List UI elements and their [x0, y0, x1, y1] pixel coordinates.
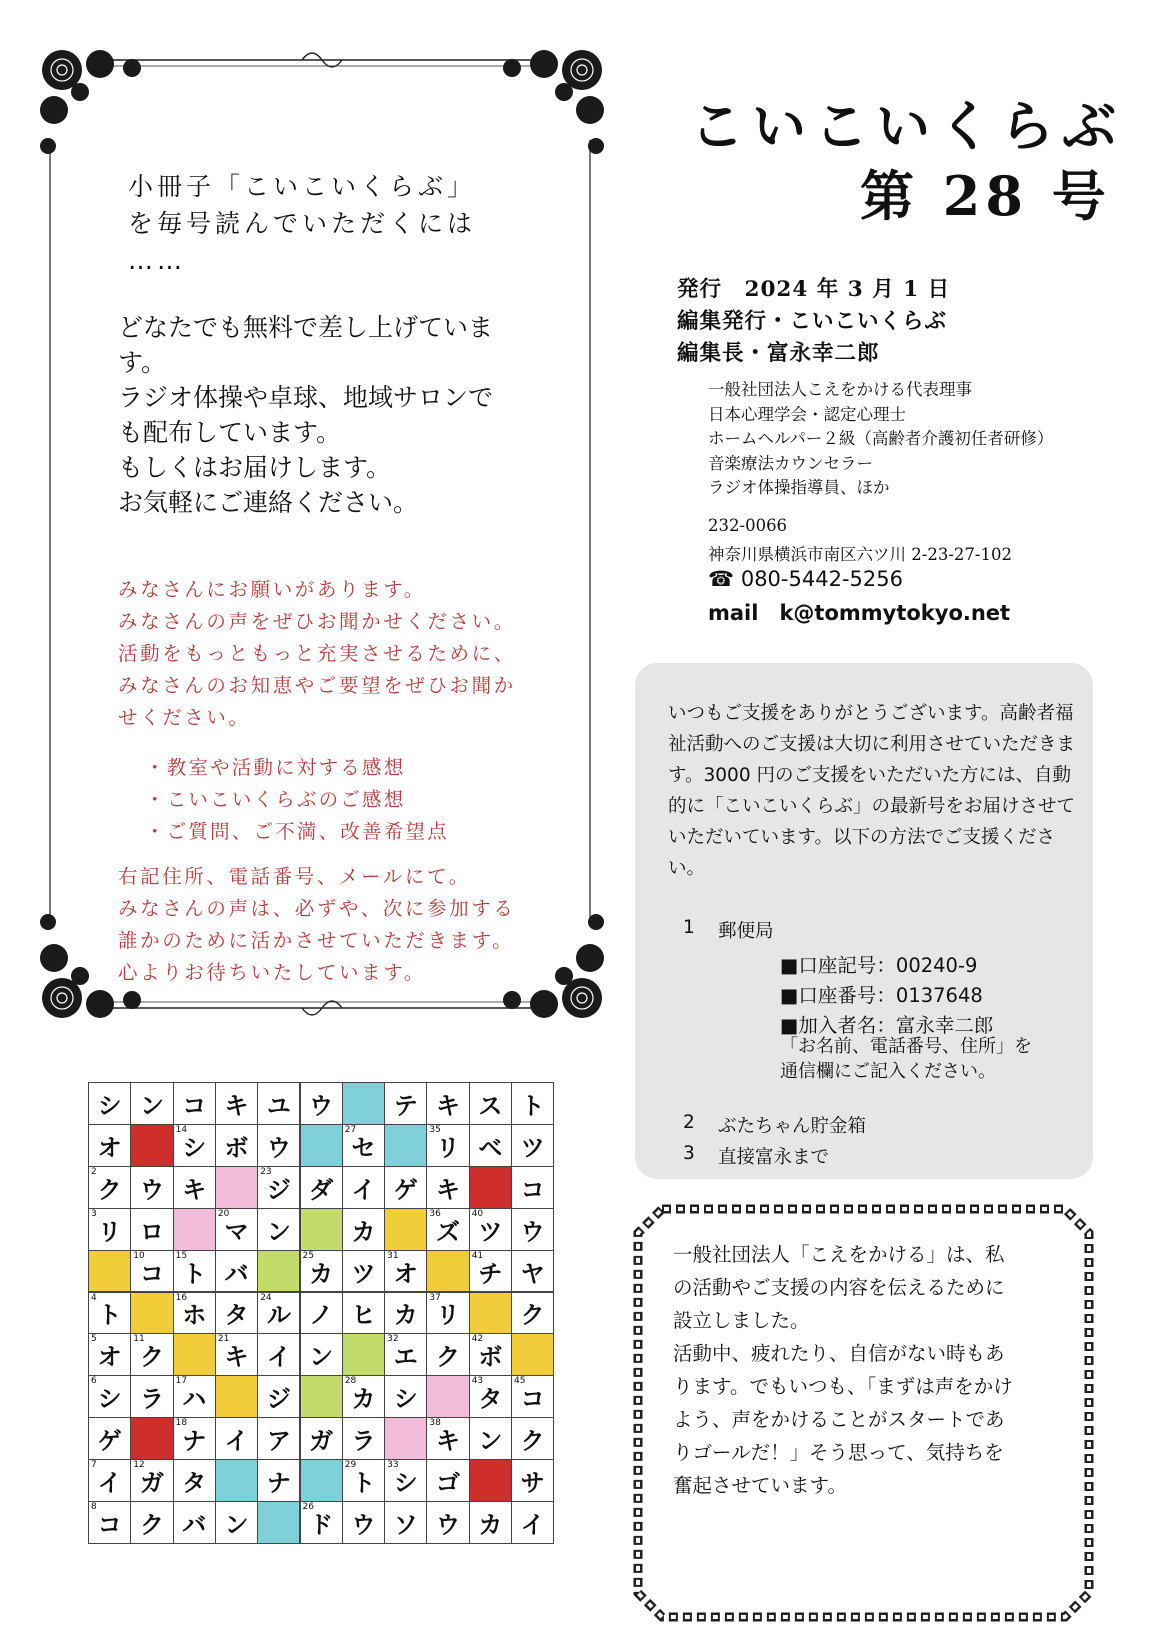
clue-number: 32 [387, 1334, 399, 1345]
clue-number: 41 [471, 1250, 484, 1261]
crossword-letter: ラ [139, 1385, 164, 1414]
crossword-cell [300, 1333, 343, 1376]
clue-number: 6 [91, 1376, 97, 1387]
clue-number: 24 [260, 1292, 272, 1303]
crossword-cell [384, 1459, 427, 1502]
crossword-letter: ツ [520, 1133, 545, 1162]
crossword-letter: カ [393, 1301, 418, 1330]
crossword-letter: コ [139, 1259, 164, 1288]
qualification-item: ラジオ体操指導員、ほか [708, 478, 890, 497]
clue-number: 26 [302, 1502, 314, 1512]
crossword-cell [511, 1124, 554, 1167]
crossword-letter: イ [266, 1343, 291, 1372]
crossword-letter: ア [266, 1427, 291, 1456]
clue-number: 4 [91, 1292, 97, 1303]
crossword-cell [469, 1417, 512, 1460]
crossword-cell [257, 1417, 300, 1460]
crossword-letter: ジ [266, 1385, 291, 1414]
crossword-letter: サ [520, 1469, 545, 1498]
crossword-letter: コ [520, 1385, 545, 1414]
crossword-cell [173, 1292, 216, 1335]
crossword-letter: キ [436, 1427, 461, 1456]
clue-number: 10 [133, 1250, 145, 1261]
crossword-cell [257, 1375, 300, 1418]
crossword-cell [469, 1375, 512, 1418]
clue-number: 29 [344, 1460, 357, 1471]
crossword-letter: シ [393, 1385, 418, 1414]
crossword-cell [300, 1250, 343, 1293]
publisher: 編集発行・こいこいくらぶ [677, 309, 948, 334]
crossword-letter: タ [182, 1469, 207, 1498]
crossword-letter: セ [351, 1133, 376, 1162]
crossword-letter: ノ [309, 1301, 334, 1330]
clue-number: 2 [91, 1166, 97, 1177]
clue-number: 27 [344, 1124, 357, 1135]
clue-number: 42 [471, 1334, 484, 1345]
crossword-letter: ゲ [393, 1175, 418, 1204]
crossword-cell [257, 1124, 300, 1167]
qualification-item: ホームヘルパー２級（高齢者介護初任者研修） [708, 429, 1054, 448]
crossword-grid [88, 1082, 554, 1544]
crossword-cell [173, 1501, 216, 1544]
crossword-cell [511, 1208, 554, 1251]
address: 神奈川県横浜市南区六ツ川 2-23-27-102 [708, 545, 1012, 564]
clue-number: 21 [217, 1334, 230, 1345]
crossword-cell [511, 1082, 554, 1125]
clue-number: 8 [91, 1502, 97, 1512]
crossword-letter: ト [520, 1091, 545, 1120]
crossword-cell [342, 1459, 385, 1502]
crossword-letter: イ [97, 1469, 122, 1498]
crossword-cell [257, 1250, 300, 1293]
crossword-cell [257, 1501, 300, 1544]
crossword-cell [300, 1501, 343, 1544]
crossword-cell [130, 1417, 173, 1460]
crossword-cell [384, 1124, 427, 1167]
crossword-cell [215, 1208, 258, 1251]
crossword-letter: キ [182, 1175, 207, 1204]
crossword-cell [88, 1250, 131, 1293]
crossword-cell [88, 1459, 131, 1502]
crossword-letter: ダ [309, 1175, 334, 1204]
newsletter-title: こいこいくらぶ [690, 94, 1124, 158]
crossword-cell [342, 1501, 385, 1544]
crossword-cell [300, 1208, 343, 1251]
crossword-cell [511, 1292, 554, 1335]
crossword-letter: コ [520, 1175, 545, 1204]
crossword-letter: ク [520, 1301, 545, 1330]
clue-number: 18 [175, 1418, 188, 1429]
account-holder: ■加入者名：富永幸二郎 [780, 1014, 994, 1037]
crossword-letter: ベ [478, 1133, 503, 1162]
crossword-cell [384, 1250, 427, 1293]
crossword-cell [257, 1333, 300, 1376]
crossword-cell [257, 1166, 300, 1209]
clue-number: 25 [302, 1250, 314, 1261]
method-number: 3 [683, 1143, 695, 1164]
publication-date: 発行 2024 年 3 月 1 日 [677, 277, 951, 302]
crossword-cell [511, 1166, 554, 1209]
crossword-letter: カ [309, 1259, 334, 1288]
crossword-cell [130, 1501, 173, 1544]
crossword-cell [342, 1250, 385, 1293]
crossword-cell [130, 1250, 173, 1293]
crossword-letter: ト [182, 1259, 207, 1288]
crossword-letter: ン [309, 1343, 334, 1372]
crossword-cell [130, 1459, 173, 1502]
crossword-letter: ラ [351, 1427, 376, 1456]
crossword-letter: ン [224, 1510, 249, 1539]
crossword-cell [511, 1459, 554, 1502]
clue-number: 5 [91, 1334, 97, 1345]
crossword-letter: キ [224, 1343, 249, 1372]
crossword-cell [426, 1459, 469, 1502]
clue-number: 20 [217, 1208, 230, 1219]
crossword-letter: ガ [309, 1427, 334, 1456]
crossword-cell [511, 1417, 554, 1460]
crossword-cell [300, 1166, 343, 1209]
crossword-letter: ソ [393, 1510, 418, 1539]
crossword-letter: ウ [520, 1217, 545, 1246]
intro-lead-text: 小冊子「こいこいくらぶ」 を毎号読んでいただくには …… [128, 172, 477, 275]
crossword-letter: テ [393, 1091, 418, 1120]
crossword-cell [426, 1250, 469, 1293]
crossword-letter: ク [436, 1343, 461, 1372]
postal-code: 232-0066 [708, 516, 788, 535]
crossword-cell [426, 1501, 469, 1544]
crossword-cell [300, 1417, 343, 1460]
intro-body-text: どなたでも無料で差し上げていま す。 ラジオ体操や卓球、地域サロンで も配布しています。 もしくはお届けします。 お気軽にご連絡ください。 [118, 313, 494, 517]
crossword-cell [88, 1333, 131, 1376]
crossword-letter: イ [351, 1175, 376, 1204]
clue-number: 28 [344, 1376, 357, 1387]
qualification-item: 日本心理学会・認定心理士 [708, 404, 906, 424]
crossword-cell [88, 1166, 131, 1209]
crossword-letter: チ [478, 1259, 503, 1288]
crossword-cell [384, 1417, 427, 1460]
crossword-letter: ボ [478, 1343, 503, 1372]
crossword-cell [384, 1082, 427, 1125]
crossword-letter: ジ [266, 1175, 291, 1204]
crossword-cell [469, 1082, 512, 1125]
crossword-cell [384, 1292, 427, 1335]
crossword-letter: ン [139, 1091, 164, 1120]
editor: 編集長・富永幸二郎 [677, 341, 880, 366]
crossword-cell [469, 1459, 512, 1502]
crossword-letter: ウ [351, 1510, 376, 1539]
crossword-cell [173, 1459, 216, 1502]
crossword-letter: ズ [436, 1217, 461, 1246]
crossword-cell [342, 1333, 385, 1376]
crossword-cell [215, 1250, 258, 1293]
crossword-cell [469, 1250, 512, 1293]
crossword-letter: ウ [139, 1175, 164, 1204]
editor-qualifications [708, 378, 1053, 501]
crossword-letter: コ [97, 1510, 122, 1539]
crossword-cell [88, 1375, 131, 1418]
association-text: 一般社団法人「こえをかける」は、私 の活動やご支援の内容を伝えるために 設立しました。 活動中、疲れたり、自信がない時もあ ります。でもいつも、「まずは声をかけ よう、声をかけることがスタートであ りゴールだ！」そう思って、気持ちを 奮起させています。 [673, 1243, 1013, 1497]
crossword-letter: ン [266, 1217, 291, 1246]
crossword-cell [426, 1082, 469, 1125]
crossword-letter: バ [182, 1510, 207, 1539]
crossword-cell [88, 1082, 131, 1125]
clue-number: 35 [429, 1124, 441, 1135]
crossword-letter: ド [309, 1510, 334, 1539]
crossword-cell [215, 1166, 258, 1209]
crossword-letter: コ [182, 1091, 207, 1120]
crossword-letter: バ [224, 1259, 249, 1288]
crossword-letter: ロ [139, 1217, 164, 1246]
crossword-letter: ヒ [351, 1301, 376, 1330]
method-label: ぶたちゃん貯金箱 [718, 1116, 867, 1137]
clue-number: 37 [429, 1292, 441, 1303]
crossword-letter: リ [436, 1133, 461, 1162]
crossword-cell [173, 1124, 216, 1167]
clue-number: 43 [471, 1376, 484, 1387]
crossword-letter: ウ [309, 1091, 334, 1120]
crossword-cell [215, 1459, 258, 1502]
crossword-cell [426, 1208, 469, 1251]
crossword-letter: タ [224, 1301, 249, 1330]
crossword-cell [173, 1375, 216, 1418]
crossword-letter: ト [97, 1301, 122, 1330]
crossword-letter: オ [393, 1259, 418, 1288]
clue-number: 16 [175, 1292, 188, 1303]
crossword-letter: ナ [182, 1427, 207, 1456]
clue-number: 14 [175, 1124, 188, 1135]
crossword-cell [88, 1501, 131, 1544]
crossword-cell [173, 1166, 216, 1209]
crossword-cell [88, 1208, 131, 1251]
crossword-cell [173, 1208, 216, 1251]
crossword-cell [469, 1501, 512, 1544]
method-label: 郵便局 [718, 921, 774, 942]
crossword-cell [469, 1124, 512, 1167]
crossword-cell [469, 1208, 512, 1251]
crossword-letter: リ [436, 1301, 461, 1330]
crossword-cell [300, 1459, 343, 1502]
clue-number: 17 [175, 1376, 188, 1387]
crossword-cell [384, 1208, 427, 1251]
crossword-letter: シ [393, 1469, 418, 1498]
support-text: いつもご支援をありがとうございます。高齢者福祉活動へのご支援は大切に利用させていただきます。3000 円のご支援をいただいた方には、自動的に「こいこいくらぶ」の最新号をお届けさせていただいています。以下の方法でご支援ください。 [668, 703, 1076, 879]
crossword-letter: オ [97, 1133, 122, 1162]
clue-number: 11 [133, 1334, 145, 1345]
method-number: 1 [683, 917, 695, 938]
crossword-letter: ウ [436, 1510, 461, 1539]
method-label: 直接富永まで [718, 1147, 830, 1168]
crossword-cell [88, 1292, 131, 1335]
qualification-item: 音楽療法カウンセラー [708, 453, 873, 473]
crossword-cell [173, 1250, 216, 1293]
crossword-cell [384, 1333, 427, 1376]
crossword-cell [384, 1375, 427, 1418]
crossword-letter: エ [393, 1343, 418, 1372]
crossword-cell [130, 1208, 173, 1251]
crossword-cell [173, 1417, 216, 1460]
phone-number: ☎ 080-5442-5256 [708, 567, 903, 591]
crossword-cell [342, 1208, 385, 1251]
clue-number: 33 [387, 1460, 399, 1471]
crossword-letter: ル [266, 1301, 291, 1330]
account-number: ■口座番号：0137648 [780, 984, 983, 1007]
crossword-cell [342, 1417, 385, 1460]
crossword-cell [130, 1166, 173, 1209]
clue-number: 23 [260, 1166, 272, 1177]
crossword-cell [426, 1417, 469, 1460]
crossword-cell [469, 1292, 512, 1335]
crossword-cell [215, 1333, 258, 1376]
clue-number: 3 [91, 1208, 97, 1219]
request-item: ・ご質問、ご不満、改善希望点 [145, 820, 449, 843]
crossword-letter: マ [224, 1217, 249, 1246]
crossword-letter: オ [97, 1343, 122, 1372]
crossword-cell [300, 1124, 343, 1167]
crossword-cell [511, 1250, 554, 1293]
crossword-letter: ツ [351, 1259, 376, 1288]
clue-number: 31 [387, 1250, 399, 1261]
crossword-cell [215, 1082, 258, 1125]
crossword-cell [426, 1375, 469, 1418]
request-closing-text: 右記住所、電話番号、メールにて。 みなさんの声は、必ずや、次に参加する 誰かのために活かさせていただきます。 心よりお待ちいたしています。 [118, 865, 516, 984]
crossword-letter: イ [520, 1510, 545, 1539]
crossword-cell [511, 1375, 554, 1418]
crossword-letter: ツ [478, 1217, 503, 1246]
crossword-cell [342, 1375, 385, 1418]
clue-number: 40 [471, 1208, 484, 1219]
crossword-cell [511, 1333, 554, 1376]
crossword-letter: ボ [224, 1133, 249, 1162]
crossword-cell [342, 1124, 385, 1167]
crossword-letter: ス [478, 1091, 503, 1120]
crossword-letter: ハ [182, 1385, 207, 1414]
crossword-cell [426, 1292, 469, 1335]
crossword-letter: ユ [266, 1091, 291, 1120]
qualification-item: 一般社団法人こえをかける代表理事 [708, 380, 972, 399]
request-item: ・こいこいくらぶのご感想 [145, 788, 406, 811]
crossword-letter: ヤ [520, 1259, 545, 1288]
crossword-letter: ゴ [436, 1469, 461, 1498]
method-number: 2 [683, 1112, 695, 1133]
crossword-cell [88, 1417, 131, 1460]
crossword-letter: シ [97, 1385, 122, 1414]
crossword-cell [384, 1166, 427, 1209]
crossword-cell [130, 1082, 173, 1125]
crossword-letter: キ [224, 1091, 249, 1120]
crossword-cell [130, 1292, 173, 1335]
crossword-letter: ン [478, 1427, 503, 1456]
crossword-cell [511, 1501, 554, 1544]
crossword-cell [215, 1375, 258, 1418]
crossword-letter: カ [478, 1510, 503, 1539]
crossword-letter: ウ [266, 1133, 291, 1162]
crossword-cell [342, 1082, 385, 1125]
email-address: mail k@tommytokyo.net [708, 601, 1011, 625]
crossword-cell [173, 1333, 216, 1376]
crossword-cell [469, 1166, 512, 1209]
crossword-letter: キ [436, 1091, 461, 1120]
request-item: ・教室や活動に対する感想 [145, 756, 406, 779]
crossword-letter: ホ [182, 1301, 207, 1330]
crossword-cell [215, 1501, 258, 1544]
request-text: みなさんにお願いがあります。 みなさんの声をぜひお聞かせください。 活動をもっともっと充実させるために、 みなさんのお知恵やご要望をぜひお聞か せください。 [118, 578, 516, 729]
crossword-letter: ク [139, 1343, 164, 1372]
account-symbol: ■口座記号：00240-9 [780, 954, 978, 977]
crossword-cell [426, 1333, 469, 1376]
clue-number: 38 [429, 1418, 441, 1429]
crossword-letter: キ [436, 1175, 461, 1204]
clue-number: 36 [429, 1208, 441, 1219]
crossword-cell [426, 1166, 469, 1209]
crossword-letter: タ [478, 1385, 503, 1414]
crossword-cell [130, 1333, 173, 1376]
crossword-letter: ク [139, 1510, 164, 1539]
crossword-cell [130, 1375, 173, 1418]
crossword-cell [300, 1292, 343, 1335]
crossword-letter: ク [97, 1175, 122, 1204]
crossword-cell [257, 1208, 300, 1251]
crossword-cell [342, 1166, 385, 1209]
crossword-letter: ク [520, 1427, 545, 1456]
crossword-letter: ガ [139, 1469, 164, 1498]
crossword-cell [342, 1292, 385, 1335]
crossword-cell [215, 1292, 258, 1335]
issue-number: 第 28 号 [860, 164, 1111, 228]
crossword-cell [88, 1124, 131, 1167]
crossword-letter: カ [351, 1217, 376, 1246]
crossword-cell [300, 1082, 343, 1125]
crossword-letter: シ [97, 1091, 122, 1120]
method-note: 「お名前、電話番号、住所」を 通信欄にご記入ください。 [780, 1036, 1032, 1082]
crossword-letter: ト [351, 1469, 376, 1498]
crossword-cell [469, 1333, 512, 1376]
clue-number: 7 [91, 1460, 97, 1471]
crossword-cell [215, 1417, 258, 1460]
crossword-letter: リ [97, 1217, 122, 1246]
clue-number: 15 [175, 1250, 188, 1261]
crossword-cell [384, 1501, 427, 1544]
crossword-cell [426, 1124, 469, 1167]
crossword-cell [173, 1082, 216, 1125]
clue-number: 45 [514, 1376, 526, 1387]
crossword-cell [257, 1459, 300, 1502]
crossword-letter: カ [351, 1385, 376, 1414]
crossword-letter: ナ [266, 1469, 291, 1498]
crossword-cell [257, 1082, 300, 1125]
crossword-cell [300, 1375, 343, 1418]
crossword-letter: イ [224, 1427, 249, 1456]
crossword-letter: ゲ [97, 1427, 122, 1456]
crossword-cell [215, 1124, 258, 1167]
crossword-cell [257, 1292, 300, 1335]
crossword-cell [130, 1124, 173, 1167]
crossword-letter: シ [182, 1133, 207, 1162]
request-list [145, 752, 449, 848]
clue-number: 12 [133, 1460, 145, 1471]
